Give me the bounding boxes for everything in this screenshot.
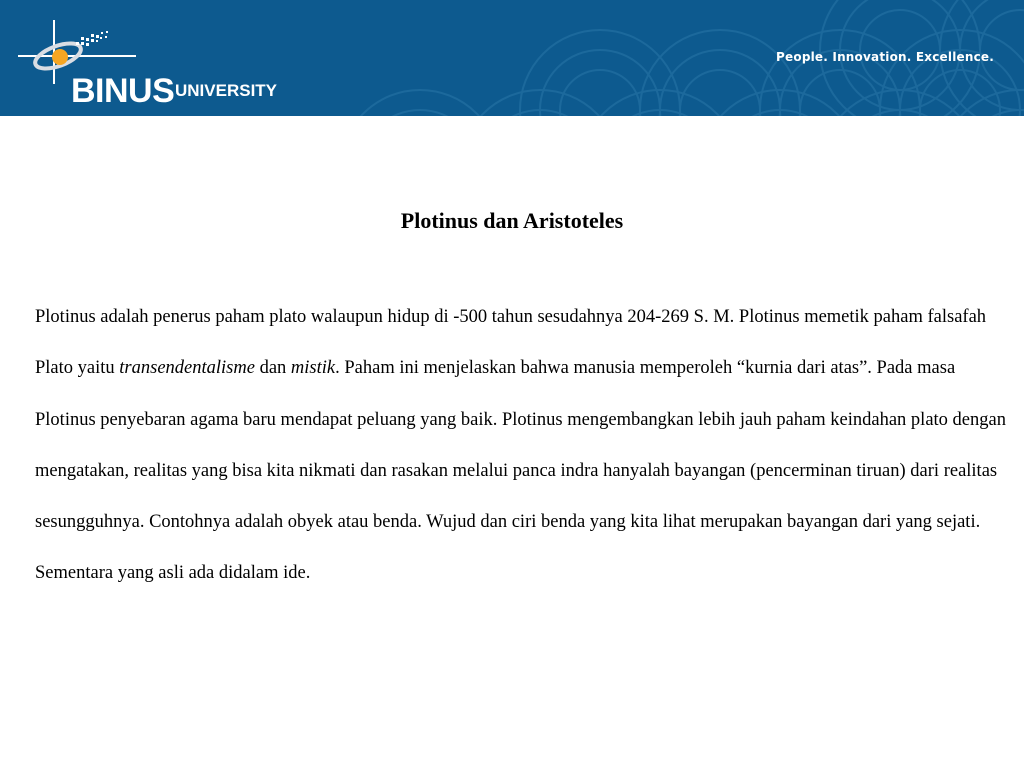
body-paragraph <box>35 292 1010 600</box>
tagline: People. Innovation. Excellence. <box>776 50 994 64</box>
header-banner <box>0 0 1024 116</box>
slide-title: Plotinus dan Aristoteles <box>400 208 624 233</box>
paragraph-text-3: . Paham ini menjelaskan bahwa manusia memperoleh “kurnia dari atas”. Pada masa Plotinus penyebaran agama baru mendapat peluang yang baik. Plotinus mengembangkan lebih jauh paham keindahan plato dengan mengatakan, realitas yang bisa kita nikmati dan rasakan melalui panca indra hanyalah bayangan (pencerminan tiruan) dari realitas sesungguhnya. Contohnya adalah obyek atau benda. Wujud dan ciri benda yang kita lihat merupakan bayangan dari yang sejati. Sementara yang asli ada didalam ide. <box>35 358 1006 584</box>
paragraph-text-1: Plotinus adalah penerus paham plato walaupun hidup di -500 tahun sesudahnya 204-269 S. M. Plotinus memetik paham falsafah Plato yaitu <box>35 307 987 379</box>
slide-body <box>35 292 1010 600</box>
logo-university-text: UNIVERSITY <box>175 81 278 100</box>
logo-orange-dot <box>52 49 68 65</box>
term-transendentalisme: transendentalisme <box>119 358 255 379</box>
binus-logo <box>18 16 308 110</box>
term-mistik: mistik <box>290 358 336 379</box>
logo-binus-text: BINUS <box>71 72 175 110</box>
paragraph-text-2: dan <box>254 358 291 379</box>
